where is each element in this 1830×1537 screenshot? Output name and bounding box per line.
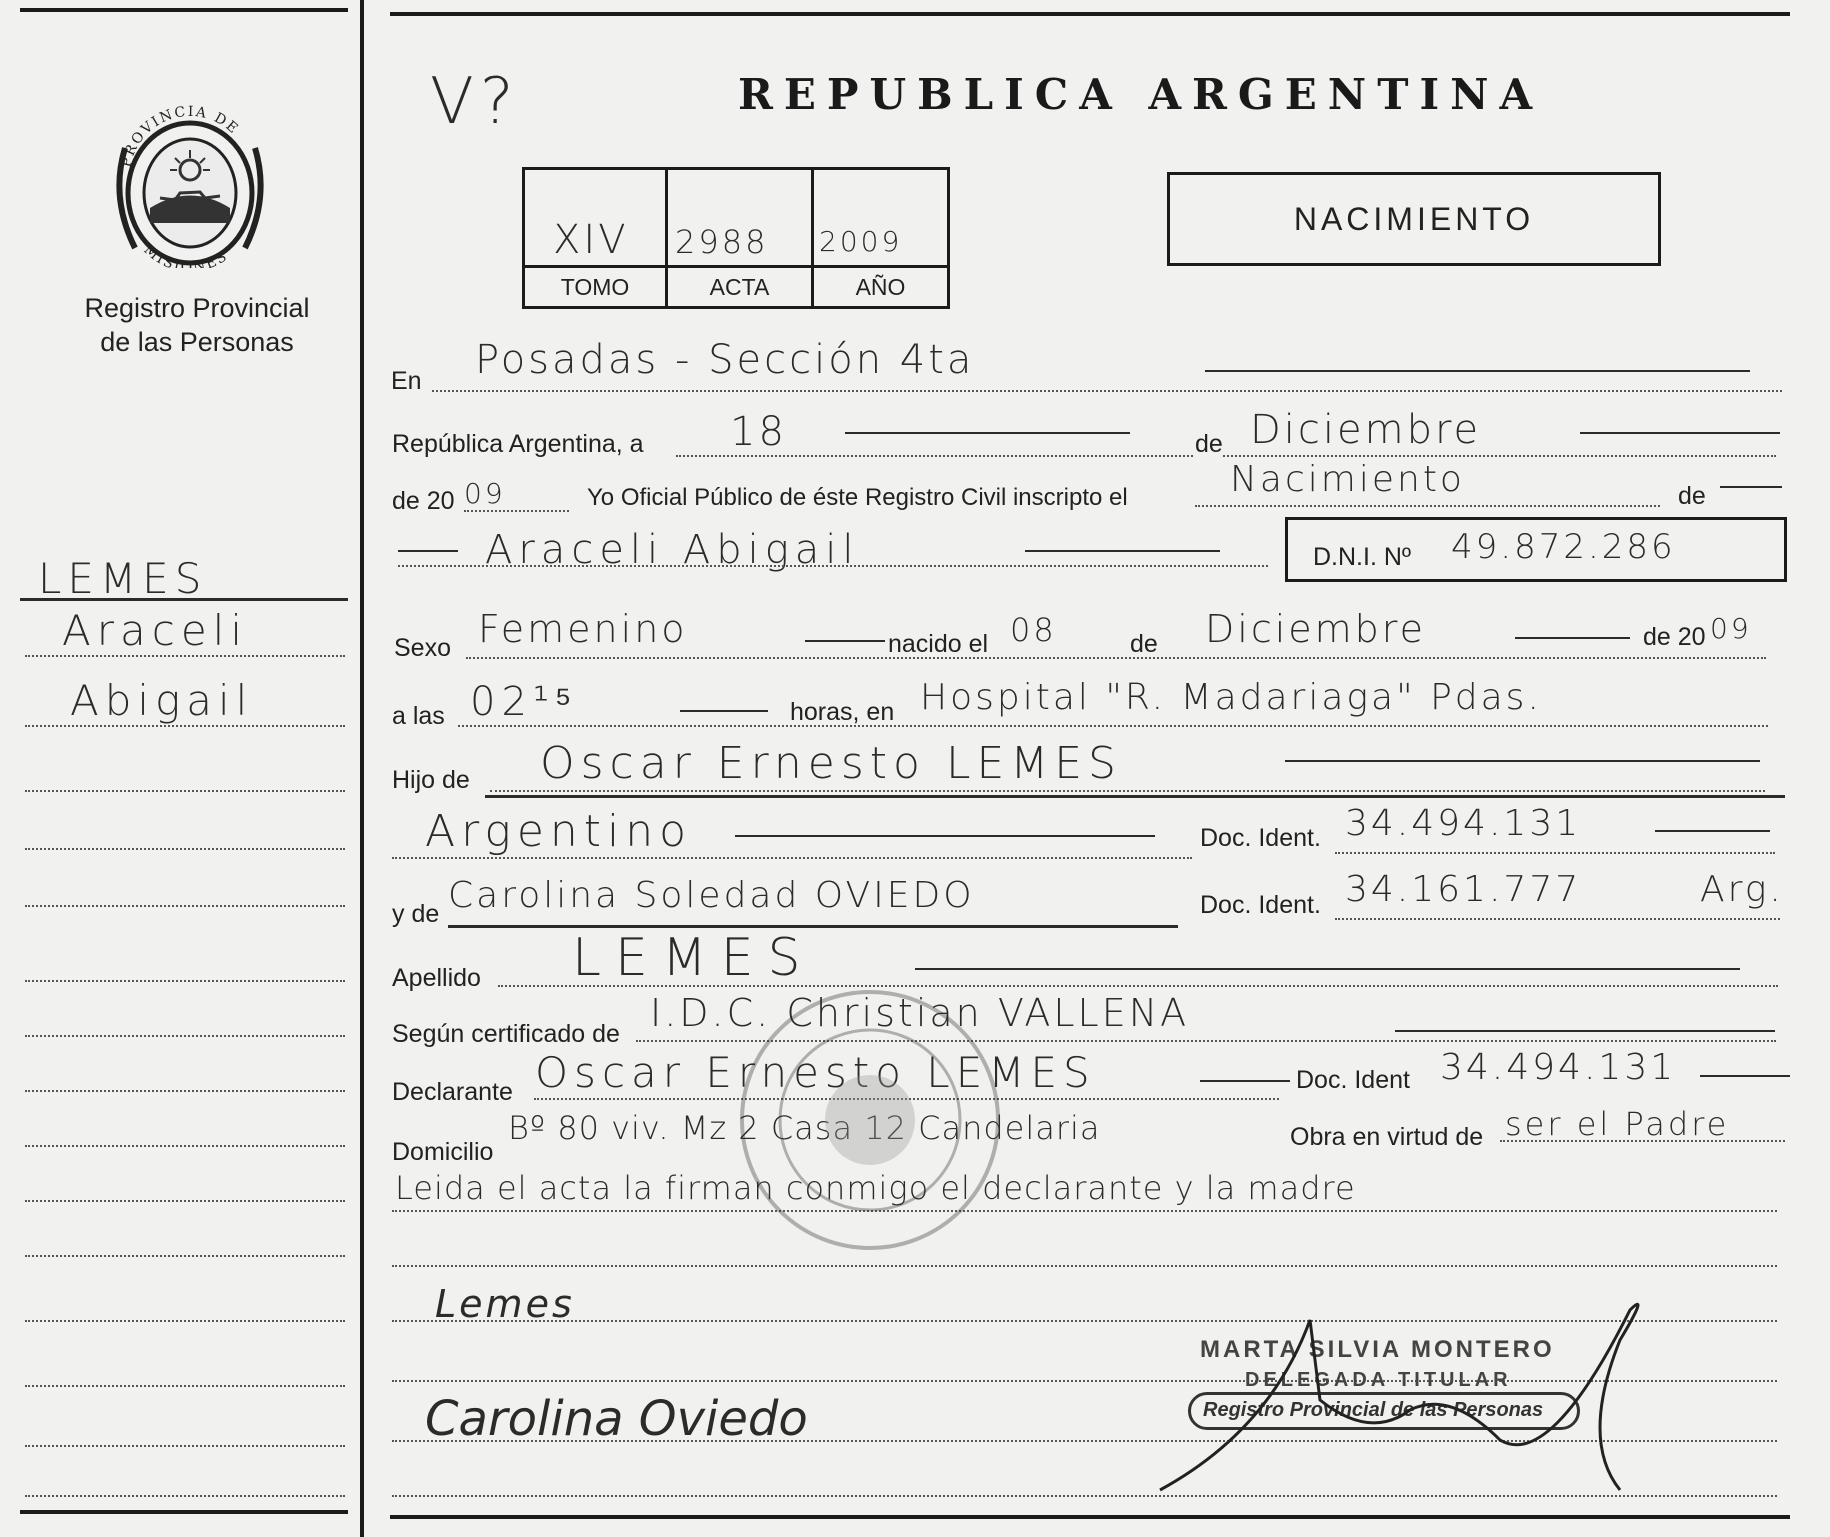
tomo-label: TOMO (560, 274, 630, 300)
name-rule-right (1025, 550, 1220, 552)
official-signature-stroke (1150, 1280, 1670, 1505)
father-doc-rule (1655, 830, 1770, 832)
margin-dots-13 (25, 1385, 345, 1387)
sexo-value: Femenino (478, 607, 688, 651)
declarante-rule (1200, 1080, 1290, 1082)
hijo-dots (490, 790, 1765, 792)
sexo-dots (466, 657, 1766, 659)
father-nat-rule (735, 835, 1155, 837)
birth-de-label: de (1130, 630, 1158, 658)
dni-label: D.N.I. Nº (1313, 543, 1412, 571)
obra-dots (1500, 1140, 1785, 1142)
margin-surname-rule (20, 598, 348, 601)
birth-year: 09 (1710, 612, 1752, 645)
margin-dots-8 (25, 1090, 345, 1092)
declarant-signature: Lemes (435, 1282, 575, 1326)
acta-value: 2988 (675, 223, 769, 261)
bottom-border-left (20, 1510, 348, 1514)
mother-signature: Carolina Oviedo (425, 1391, 808, 1447)
margin-dots-3 (25, 790, 345, 792)
doc-label-mother: Doc. Ident. (1200, 891, 1321, 919)
birth-month: Diciembre (1205, 607, 1426, 651)
act-type-box (1167, 172, 1661, 266)
segun-value: I.D.C. Christian VALLENA (650, 991, 1190, 1035)
name-rule-left (398, 550, 458, 552)
declarante-doc: 34.494.131 (1440, 1047, 1677, 1088)
alas-label: a las (392, 702, 445, 730)
official-stamp (735, 985, 1005, 1255)
country-title: REPUBLICA ARGENTINA (738, 70, 1544, 119)
name-value: Araceli Abigail (485, 527, 860, 573)
de20-label: de 20 (392, 487, 455, 515)
official-office: Registro Provincial de las Personas (1203, 1399, 1544, 1421)
doc-label: Doc. Ident. (1200, 824, 1321, 852)
en-rule (1205, 370, 1750, 372)
top-border-left (20, 8, 348, 12)
father-value: Oscar Ernesto LEMES (540, 738, 1122, 789)
official-name: MARTA SILVIA MONTERO (1200, 1336, 1555, 1363)
margin-given-1: Araceli (62, 606, 249, 655)
birth-day: 08 (1010, 611, 1057, 649)
mother-doc-dots (1335, 918, 1780, 920)
registry-line-1: Registro Provincial (84, 293, 310, 323)
anio-label: AÑO (855, 274, 906, 300)
registry-line-2: de las Personas (100, 327, 294, 357)
margin-dots-9 (25, 1145, 345, 1147)
father-rule (1285, 760, 1760, 762)
margin-dots-10 (25, 1200, 345, 1202)
en-dots (432, 390, 1782, 392)
province-seal (105, 88, 275, 268)
acta-label: ACTA (709, 274, 770, 300)
tomo-value: XIV (553, 217, 629, 263)
leida-dots (392, 1210, 1777, 1212)
hijo-label: Hijo de (392, 766, 470, 794)
en-label: En (391, 367, 422, 395)
top-border-right (390, 12, 1790, 16)
father-nat: Argentino (425, 806, 693, 857)
republica-dots (676, 455, 1776, 457)
yde-label: y de (392, 900, 440, 928)
oficial-label: Yo Oficial Público de éste Registro Civil inscripto el (587, 484, 1128, 511)
horas-label: horas, en (790, 698, 895, 726)
leida-value: Leida el acta la firman conmigo el declarante y la madre (395, 1169, 1356, 1207)
birth-month-rule (1515, 637, 1630, 639)
official-role: DELEGADA TITULAR (1245, 1369, 1512, 1391)
left-column-divider (360, 0, 364, 1537)
month-rule (1580, 432, 1780, 434)
father-nat-dots (392, 857, 1192, 859)
doc-label-2: Doc. Ident (1296, 1066, 1410, 1094)
domicilio-value: Bº 80 viv. Mz 2 Casa 12 Candelaria (508, 1109, 1101, 1147)
hour-value: 02¹⁵ (470, 679, 578, 725)
margin-dots-7 (25, 1035, 345, 1037)
seal-text-bottom: MISIONES (140, 241, 232, 268)
mother-nat: Arg. (1700, 869, 1784, 910)
margin-dots-14 (25, 1445, 345, 1447)
birth-de20-label: de 20 (1643, 623, 1706, 651)
nacido-label: nacido el (888, 630, 989, 658)
obra-value: ser el Padre (1505, 1105, 1730, 1143)
dni-value: 49.872.286 (1451, 527, 1676, 567)
declarante-doc-rule (1700, 1075, 1790, 1077)
father-doc-dots (1335, 852, 1775, 854)
record-box (522, 167, 950, 309)
place-value: Hospital "R. Madariaga" Pdas. (920, 677, 1542, 718)
name-dots (398, 565, 1268, 567)
bottom-border-right (390, 1515, 1790, 1519)
year-value: 09 (464, 477, 506, 510)
margin-dots-12 (25, 1320, 345, 1322)
margin-dots-4 (25, 848, 345, 850)
apellido-rule (915, 968, 1740, 970)
alas-dots (458, 725, 1768, 727)
inscripto-rule (1720, 486, 1782, 488)
sexo-label: Sexo (394, 634, 451, 662)
margin-surname: LEMES (38, 554, 208, 603)
inscripto-dots (1195, 505, 1660, 507)
day-value: 18 (730, 409, 787, 455)
declarante-label: Declarante (392, 1078, 513, 1106)
mother-value: Carolina Soledad OVIEDO (448, 875, 975, 916)
margin-dots-2 (25, 725, 345, 727)
father-doc: 34.494.131 (1345, 803, 1582, 844)
apellido-value: LEMES (572, 928, 815, 988)
obra-label: Obra en virtud de (1290, 1123, 1484, 1151)
margin-given-2: Abigail (70, 676, 254, 725)
republica-label: República Argentina, a (392, 430, 644, 458)
father-rule-2 (485, 795, 1785, 798)
year-dots (464, 510, 569, 512)
inscripto-value: Nacimiento (1230, 459, 1465, 500)
anio-value: 2009 (819, 225, 903, 258)
blank-dots-1 (392, 1265, 1777, 1267)
declarante-value: Oscar Ernesto LEMES (535, 1048, 1096, 1097)
de-label-2: de (1678, 482, 1706, 510)
en-value: Posadas - Sección 4ta (475, 337, 975, 383)
margin-dots-11 (25, 1255, 345, 1257)
seal-text-top: PROVINCIA DE (118, 103, 243, 169)
segun-rule (1395, 1030, 1775, 1032)
de-label: de (1195, 430, 1223, 458)
record-label-rule (525, 265, 947, 268)
margin-dots-15 (25, 1495, 345, 1497)
margin-dots-6 (25, 980, 345, 982)
act-type-label: NACIMIENTO (1293, 201, 1535, 237)
month-value: Diciembre (1250, 407, 1482, 453)
corner-mark: V? (430, 65, 520, 139)
domicilio-label: Domicilio (392, 1138, 494, 1166)
apellido-label: Apellido (392, 964, 481, 992)
day-rule (845, 432, 1130, 434)
segun-label: Según certificado de (392, 1020, 620, 1048)
hour-rule (680, 710, 768, 712)
margin-dots-1 (25, 655, 345, 657)
mother-doc: 34.161.777 (1345, 869, 1582, 910)
sexo-rule (805, 640, 885, 642)
dni-box (1285, 517, 1787, 582)
margin-dots-5 (25, 905, 345, 907)
